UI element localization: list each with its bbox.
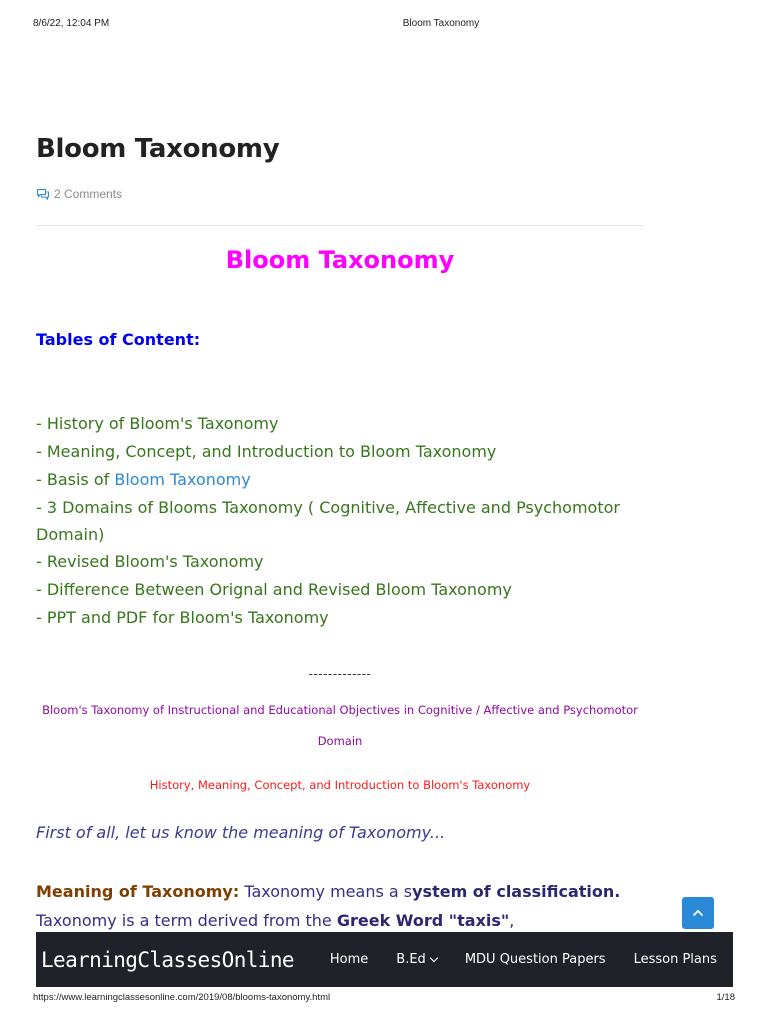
- article-heading: Bloom Taxonomy: [225, 246, 455, 274]
- toc-heading: Tables of Content:: [36, 330, 201, 349]
- intro-text: First of all, let us know the meaning of Taxonomy...: [36, 823, 446, 842]
- toc-item: - 3 Domains of Blooms Taxonomy ( Cognitive, Affective and Psychomotor Domain): [36, 498, 620, 544]
- toc-list: [36, 410, 636, 632]
- print-datetime: 8/6/22, 12:04 PM: [33, 18, 110, 29]
- toc-item: - PPT and PDF for Bloom's Taxonomy: [36, 608, 329, 627]
- toc-item: - Difference Between Orignal and Revised Bloom Taxonomy: [36, 580, 512, 599]
- nav-item-label: Lesson Plans: [633, 952, 717, 967]
- meaning-text: ,: [509, 911, 515, 930]
- print-header: [33, 18, 735, 32]
- objectives-subtitle-line2: Domain: [317, 734, 363, 748]
- page-title: Bloom Taxonomy: [36, 134, 280, 164]
- divider: [36, 225, 644, 226]
- meaning-paragraph: [36, 877, 636, 935]
- objectives-subtitle: [36, 695, 644, 757]
- meaning-bold: Greek Word "taxis": [336, 911, 510, 930]
- nav-item-label: Home: [329, 952, 369, 967]
- chevron-up-icon: [692, 909, 704, 917]
- comment-icon[interactable]: [36, 188, 50, 200]
- nav-item-mdu-question-papers[interactable]: [465, 952, 606, 967]
- toc-item-text: - Basis of: [36, 470, 115, 489]
- chevron-down-icon: [430, 953, 438, 961]
- nav-item-com[interactable]: [745, 952, 775, 967]
- objectives-subtitle-line1: Bloom's Taxonomy of Instructional and Educational Objectives in Cognitive / Affective and Psychomotor: [42, 703, 638, 717]
- separator: -------------: [308, 666, 372, 681]
- nav-item-home[interactable]: [330, 952, 368, 967]
- print-footer: [33, 992, 735, 1006]
- meaning-text: Taxonomy means a s: [239, 882, 413, 901]
- meaning-text: Taxonomy is a term derived from the: [36, 911, 337, 930]
- nav-item-lesson-plans[interactable]: [634, 952, 717, 967]
- toc-item: - Meaning, Concept, and Introduction to Bloom Taxonomy: [36, 442, 497, 461]
- toc-item: [36, 466, 636, 494]
- navbar: [36, 932, 775, 987]
- nav-item-label: MDU Question Papers: [464, 952, 606, 967]
- site-brand[interactable]: LearningClassesOnline: [41, 947, 294, 972]
- print-doc-title: Bloom Taxonomy: [402, 18, 480, 29]
- meaning-bold: ystem of classification.: [412, 882, 621, 901]
- nav-item-bed[interactable]: [396, 952, 437, 967]
- toc-item: - History of Bloom's Taxonomy: [36, 414, 279, 433]
- nav-item-label: Com: [744, 952, 775, 967]
- bloom-taxonomy-link[interactable]: Bloom Taxonomy: [114, 470, 251, 489]
- scroll-to-top-button[interactable]: [682, 897, 714, 929]
- post-meta: [36, 187, 122, 201]
- meaning-label: Meaning of Taxonomy:: [36, 882, 240, 901]
- comments-link[interactable]: 2 Comments: [54, 187, 123, 201]
- print-page-count: 1/18: [716, 992, 735, 1003]
- print-url: https://www.learningclassesonline.com/2019/08/blooms-taxonomy.html: [33, 992, 331, 1003]
- history-subtitle: History, Meaning, Concept, and Introduction to Bloom's Taxonomy: [149, 778, 531, 792]
- toc-item: - Revised Bloom's Taxonomy: [36, 552, 264, 571]
- nav-item-label: B.Ed: [396, 952, 426, 967]
